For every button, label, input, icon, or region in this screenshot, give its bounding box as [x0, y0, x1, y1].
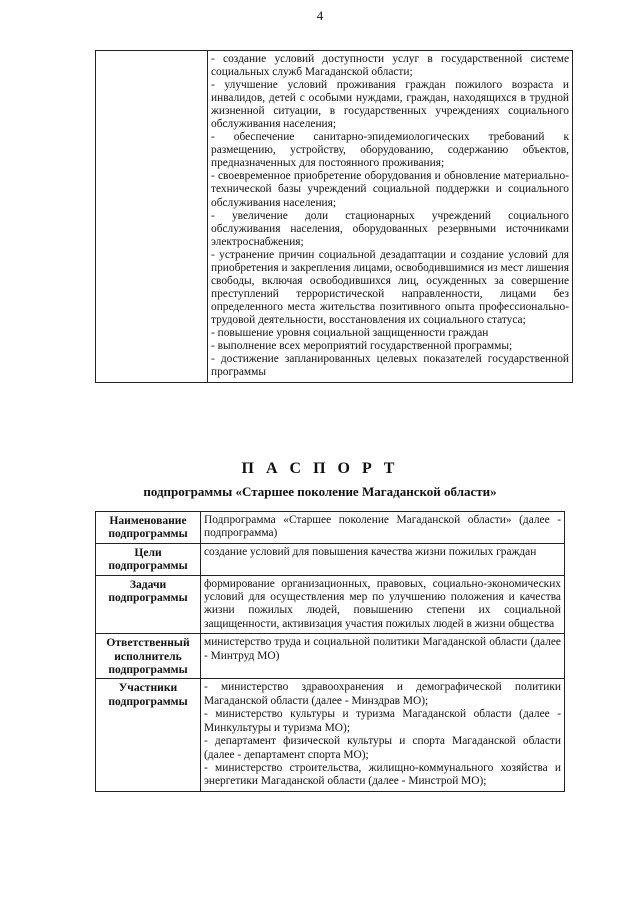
row-value [201, 543, 565, 575]
list-item: - устранение причин социальной дезадаптации и создание условий для приобретения и закрепления лицами, освободившимися из мест лишения свободы, включая освободившихся лиц, осужденных за совершение преступлений террористической направленности, лицами без определенного места жительства позитивного опыта профессионально-трудовой деятельности, восстановления их социального статуса; [211, 248, 569, 326]
passport-table [95, 511, 565, 792]
value-text: - департамент физической культуры и спорта Магаданской области (далее - департамент спорта МО); [204, 735, 561, 761]
row-value [201, 679, 565, 791]
value-text: Подпрограмма «Старшее поколение Магаданской области» (далее - подпрограмма) [204, 514, 561, 540]
row-label: Наименование подпрограммы [96, 512, 201, 544]
list-item: - повышение уровня социальной защищенности граждан [211, 326, 489, 339]
list-item: - создание условий доступности услуг в государственной системе социальных служб Магаданской области; [211, 53, 569, 79]
list-item: - своевременное приобретение оборудования и обновление материально-технической базы учреждений социальной поддержки и социального обслуживания населения; [211, 170, 569, 209]
row-value [201, 634, 565, 679]
page-number: 4 [316, 8, 324, 23]
list-item: - обеспечение санитарно-эпидемиологических требований к размещению, устройству, оборудованию, содержанию объектов, предназначенных для постоянного проживания; [211, 131, 569, 170]
row-label: Участники подпрограммы [96, 679, 201, 791]
list-item: - увеличение доли стационарных учреждений социального обслуживания населения, оборудованных резервными источниками электроснабжения; [211, 209, 569, 248]
value-text: министерство труда и социальной политики Магаданской области (далее - Минтруд МО) [204, 636, 561, 662]
table-row [96, 543, 565, 575]
passport-title: П А С П О Р Т [241, 460, 399, 477]
value-text: - министерство здравоохранения и демографической политики Магаданской области (далее - Минздрав МО); [204, 681, 561, 707]
row-label: Ответственный исполнитель подпрограммы [96, 634, 201, 679]
row-label: Цели подпрограммы [96, 543, 201, 575]
table-row [96, 634, 565, 679]
value-text: - министерство культуры и туризма Магаданской области (далее - Минкультуры и туризма МО); [204, 708, 561, 734]
tasks-cell [208, 51, 573, 383]
empty-label-cell [96, 51, 208, 383]
list-item: - достижение запланированных целевых показателей государственной программы [211, 353, 569, 379]
table-row [96, 512, 565, 544]
row-label: Задачи подпрограммы [96, 575, 201, 634]
list-item: - выполнение всех мероприятий государственной программы; [211, 340, 513, 353]
table-row [96, 575, 565, 634]
table-row [96, 51, 573, 383]
continuation-table [95, 50, 573, 383]
table-row [96, 679, 565, 791]
value-text: - министерство строительства, жилищно-коммунального хозяйства и энергетики Магаданской области (далее - Минстрой МО); [204, 761, 561, 788]
passport-subtitle: подпрограммы «Старшее поколение Магаданской области» [143, 484, 497, 499]
value-text: создание условий для повышения качества жизни пожилых граждан [204, 545, 537, 558]
row-value [201, 512, 565, 544]
row-value [201, 575, 565, 634]
value-text: формирование организационных, правовых, социально-экономических условий для осуществления мер по улучшению положения и качества жизни пожилых людей, повышению степени их социальной защищенности, активизация участия пожилых людей в жизни общества [204, 577, 561, 630]
list-item: - улучшение условий проживания граждан пожилого возраста и инвалидов, детей с особыми нуждами, граждан, находящихся в трудной жизненной ситуации, в государственных учреждениях социального обслуживания населения; [211, 79, 569, 131]
